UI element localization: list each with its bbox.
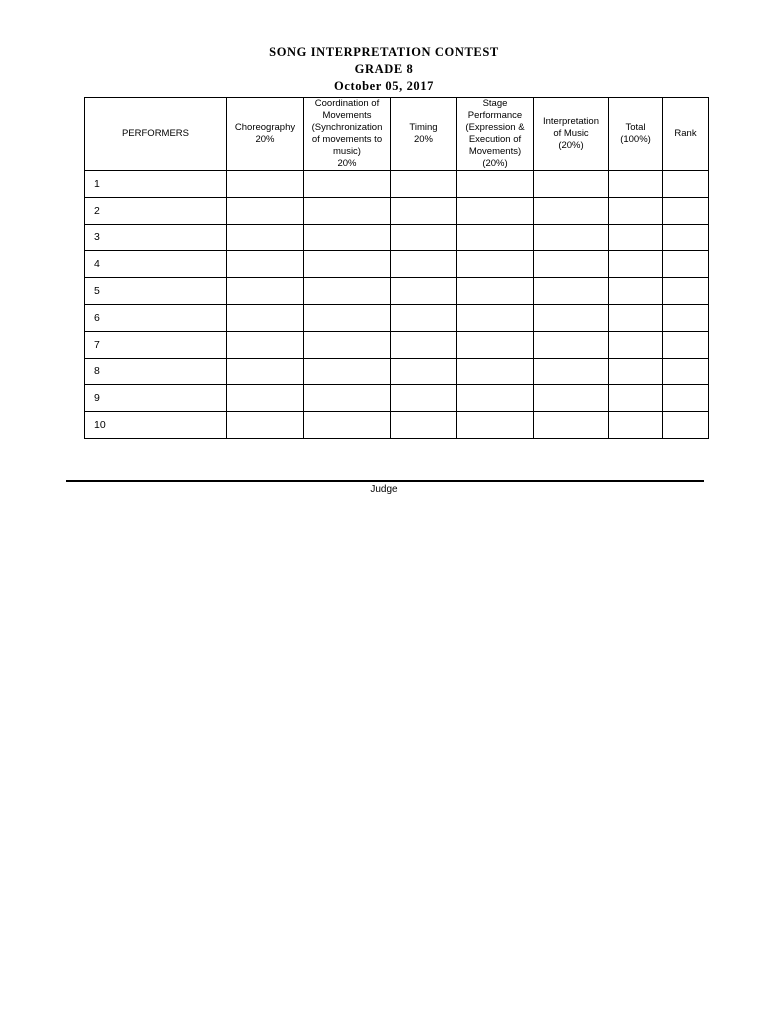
performer-number: 8 — [85, 358, 227, 385]
table-row — [85, 171, 709, 198]
column-header-rank: Rank — [663, 98, 709, 171]
interpretation-cell[interactable] — [534, 251, 609, 278]
column-header-coordination: Coordination of Movements (Synchronization of movements to music) 20% — [304, 98, 391, 171]
rank-cell[interactable] — [663, 171, 709, 198]
choreography-cell[interactable] — [227, 331, 304, 358]
column-header-performers: PERFORMERS — [85, 98, 227, 171]
judge-signature-line — [66, 480, 704, 482]
total-cell[interactable] — [609, 331, 663, 358]
table-row — [85, 304, 709, 331]
coordination-cell[interactable] — [304, 171, 391, 198]
performer-number: 5 — [85, 278, 227, 305]
timing-cell[interactable] — [391, 224, 457, 251]
timing-cell[interactable] — [391, 331, 457, 358]
timing-cell[interactable] — [391, 304, 457, 331]
choreography-cell[interactable] — [227, 412, 304, 439]
table-row — [85, 412, 709, 439]
timing-cell[interactable] — [391, 358, 457, 385]
total-cell[interactable] — [609, 385, 663, 412]
stage-performance-cell[interactable] — [457, 224, 534, 251]
coordination-cell[interactable] — [304, 224, 391, 251]
timing-cell[interactable] — [391, 251, 457, 278]
rank-cell[interactable] — [663, 278, 709, 305]
stage-performance-cell[interactable] — [457, 278, 534, 305]
interpretation-cell[interactable] — [534, 304, 609, 331]
coordination-cell[interactable] — [304, 358, 391, 385]
judge-label: Judge — [370, 484, 398, 495]
table-row — [85, 278, 709, 305]
timing-cell[interactable] — [391, 412, 457, 439]
performer-number: 2 — [85, 197, 227, 224]
interpretation-cell[interactable] — [534, 224, 609, 251]
total-cell[interactable] — [609, 197, 663, 224]
coordination-cell[interactable] — [304, 385, 391, 412]
stage-performance-cell[interactable] — [457, 412, 534, 439]
stage-performance-cell[interactable] — [457, 331, 534, 358]
choreography-cell[interactable] — [227, 251, 304, 278]
total-cell[interactable] — [609, 278, 663, 305]
stage-performance-cell[interactable] — [457, 304, 534, 331]
coordination-cell[interactable] — [304, 251, 391, 278]
performer-number: 10 — [85, 412, 227, 439]
interpretation-cell[interactable] — [534, 171, 609, 198]
timing-cell[interactable] — [391, 171, 457, 198]
choreography-cell[interactable] — [227, 197, 304, 224]
interpretation-cell[interactable] — [534, 197, 609, 224]
rank-cell[interactable] — [663, 304, 709, 331]
column-header-choreography: Choreography 20% — [227, 98, 304, 171]
choreography-cell[interactable] — [227, 304, 304, 331]
stage-performance-cell[interactable] — [457, 358, 534, 385]
contest-date: October 05, 2017 — [334, 79, 434, 93]
timing-cell[interactable] — [391, 385, 457, 412]
column-header-timing: Timing 20% — [391, 98, 457, 171]
rank-cell[interactable] — [663, 224, 709, 251]
table-row — [85, 385, 709, 412]
stage-performance-cell[interactable] — [457, 385, 534, 412]
table-row — [85, 224, 709, 251]
column-header-interpretation: Interpretation of Music (20%) — [534, 98, 609, 171]
total-cell[interactable] — [609, 171, 663, 198]
coordination-cell[interactable] — [304, 412, 391, 439]
table-row — [85, 331, 709, 358]
stage-performance-cell[interactable] — [457, 251, 534, 278]
table-row — [85, 251, 709, 278]
interpretation-cell[interactable] — [534, 385, 609, 412]
choreography-cell[interactable] — [227, 385, 304, 412]
choreography-cell[interactable] — [227, 358, 304, 385]
total-cell[interactable] — [609, 224, 663, 251]
column-header-stage-performance: Stage Performance (Expression & Execution of Movements) (20%) — [457, 98, 534, 171]
contest-title: SONG INTERPRETATION CONTEST — [269, 45, 499, 59]
interpretation-cell[interactable] — [534, 358, 609, 385]
choreography-cell[interactable] — [227, 171, 304, 198]
rank-cell[interactable] — [663, 358, 709, 385]
rank-cell[interactable] — [663, 197, 709, 224]
rank-cell[interactable] — [663, 251, 709, 278]
performer-number: 3 — [85, 224, 227, 251]
timing-cell[interactable] — [391, 197, 457, 224]
rank-cell[interactable] — [663, 412, 709, 439]
column-header-total: Total (100%) — [609, 98, 663, 171]
performer-number: 9 — [85, 385, 227, 412]
rank-cell[interactable] — [663, 385, 709, 412]
rank-cell[interactable] — [663, 331, 709, 358]
grade-label: GRADE 8 — [354, 62, 414, 76]
coordination-cell[interactable] — [304, 304, 391, 331]
coordination-cell[interactable] — [304, 278, 391, 305]
performer-number: 1 — [85, 171, 227, 198]
coordination-cell[interactable] — [304, 331, 391, 358]
choreography-cell[interactable] — [227, 278, 304, 305]
timing-cell[interactable] — [391, 278, 457, 305]
score-sheet-table — [84, 97, 709, 439]
interpretation-cell[interactable] — [534, 278, 609, 305]
total-cell[interactable] — [609, 251, 663, 278]
performer-number: 7 — [85, 331, 227, 358]
performer-number: 4 — [85, 251, 227, 278]
stage-performance-cell[interactable] — [457, 171, 534, 198]
total-cell[interactable] — [609, 304, 663, 331]
total-cell[interactable] — [609, 412, 663, 439]
choreography-cell[interactable] — [227, 224, 304, 251]
total-cell[interactable] — [609, 358, 663, 385]
header-row — [85, 98, 709, 171]
interpretation-cell[interactable] — [534, 412, 609, 439]
performer-number: 6 — [85, 304, 227, 331]
stage-performance-cell[interactable] — [457, 197, 534, 224]
interpretation-cell[interactable] — [534, 331, 609, 358]
coordination-cell[interactable] — [304, 197, 391, 224]
table-row — [85, 358, 709, 385]
document-header — [0, 44, 768, 95]
table-row — [85, 197, 709, 224]
